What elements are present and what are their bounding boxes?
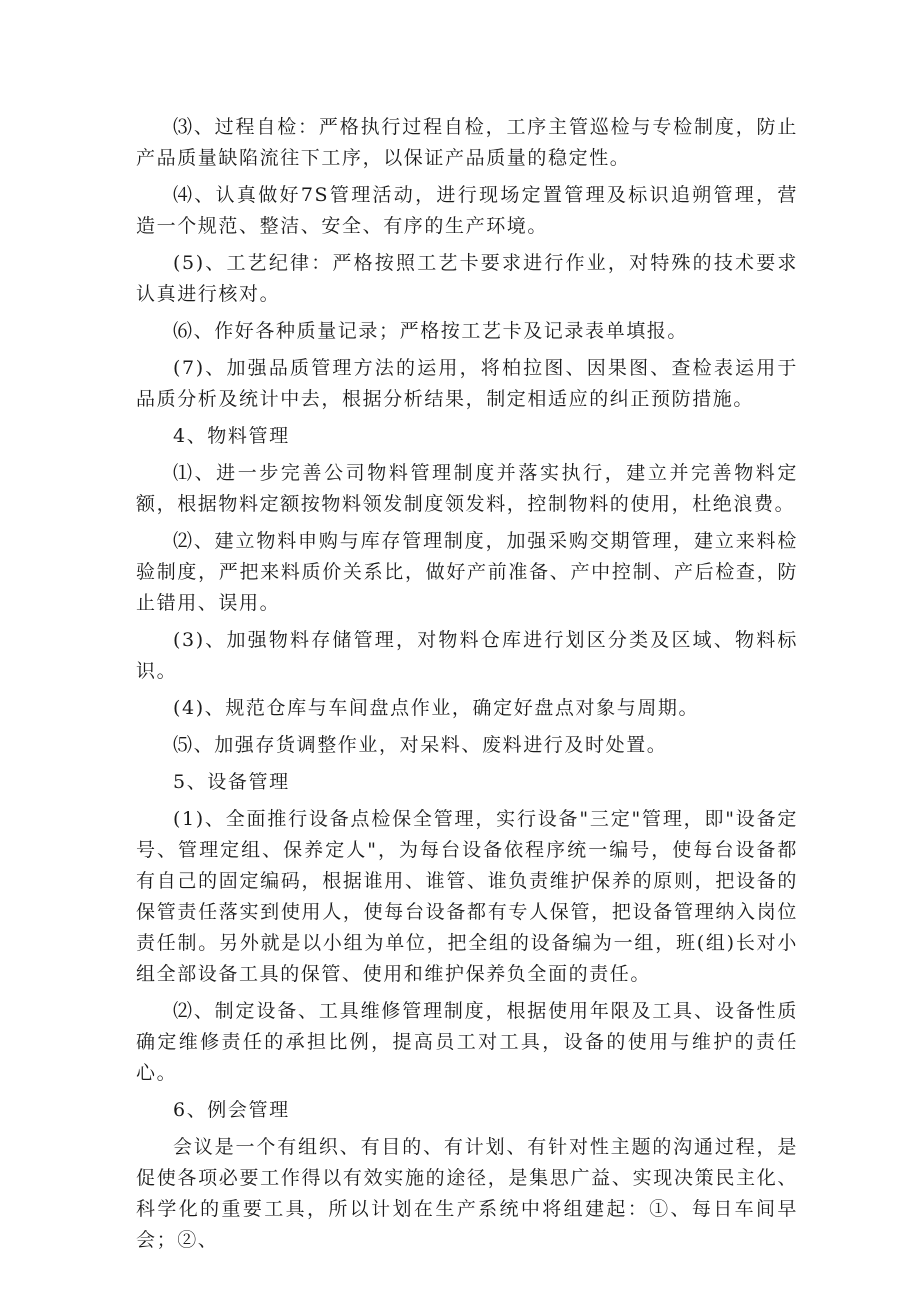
paragraph-7s-management: ⑷、认真做好7S管理活动，进行现场定置管理及标识追朔管理，营造一个规范、整洁、安全、有序的生产环境。	[136, 184, 798, 237]
paragraph-purchase-inventory: ⑵、建立物料申购与库存管理制度，加强采购交期管理，建立来料检验制度，严把来料质价关系比，做好产前准备、产中控制、产后检查，防止错用、误用。	[136, 530, 798, 614]
paragraph-equipment-inspection: (1)、全面推行设备点检保全管理，实行设备"三定"管理，即"设备定号、管理定组、保养定人"，为每台设备依程序统一编号，使每台设备都有自己的固定编码，根据谁用、谁管、谁负责维护保养的原则，把设备的保管责任落实到使用人，使每台设备都有专人保管，把设备管理纳入岗位责任制。另外就是以小组为单位，把全组的设备编为一组，班(组)长对小组全部设备工具的保管、使用和维护保养负全面的责任。	[136, 808, 798, 985]
paragraph-material-system: ⑴、进一步完善公司物料管理制度并落实执行，建立并完善物料定额，根据物料定额按物料领发制度领发料，控制物料的使用，杜绝浪费。	[136, 462, 798, 515]
paragraph-process-self-inspection: ⑶、过程自检：严格执行过程自检，工序主管巡检与专检制度，防止产品质量缺陷流往下工序，以保证产品质量的稳定性。	[136, 116, 798, 169]
paragraph-stocktaking: (4)、规范仓库与车间盘点作业，确定好盘点对象与周期。	[173, 697, 700, 719]
paragraph-quality-methods: (7)、加强品质管理方法的运用，将柏拉图、因果图、查检表运用于品质分析及统计中去，根据分析结果，制定相适应的纠正预防措施。	[136, 357, 798, 410]
paragraph-inventory-adjustment: ⑸、加强存货调整作业，对呆料、废料进行及时处置。	[173, 734, 668, 756]
document-body	[136, 112, 798, 1262]
paragraph-material-storage: (3)、加强物料存储管理，对物料仓库进行划区分类及区域、物料标识。	[136, 629, 798, 682]
section-heading-meeting-management: 6、例会管理	[173, 1099, 290, 1121]
section-heading-material-management: 4、物料管理	[173, 425, 290, 447]
section-heading-equipment-management: 5、设备管理	[173, 771, 290, 793]
paragraph-equipment-maintenance: ⑵、制定设备、工具维修管理制度，根据使用年限及工具、设备性质确定维修责任的承担比例，提高员工对工具，设备的使用与维护的责任心。	[136, 1000, 798, 1084]
paragraph-quality-records: ⑹、作好各种质量记录；严格按工艺卡及记录表单填报。	[173, 320, 689, 342]
paragraph-meetings: 会议是一个有组织、有目的、有计划、有针对性主题的沟通过程，是促使各项必要工作得以有效实施的途径，是集思广益、实现决策民主化、科学化的重要工具，所以计划在生产系统中将组建起：①、每日车间早会；②、	[136, 1136, 798, 1251]
paragraph-process-discipline: (5)、工艺纪律：严格按照工艺卡要求进行作业，对特殊的技术要求认真进行核对。	[136, 252, 798, 305]
